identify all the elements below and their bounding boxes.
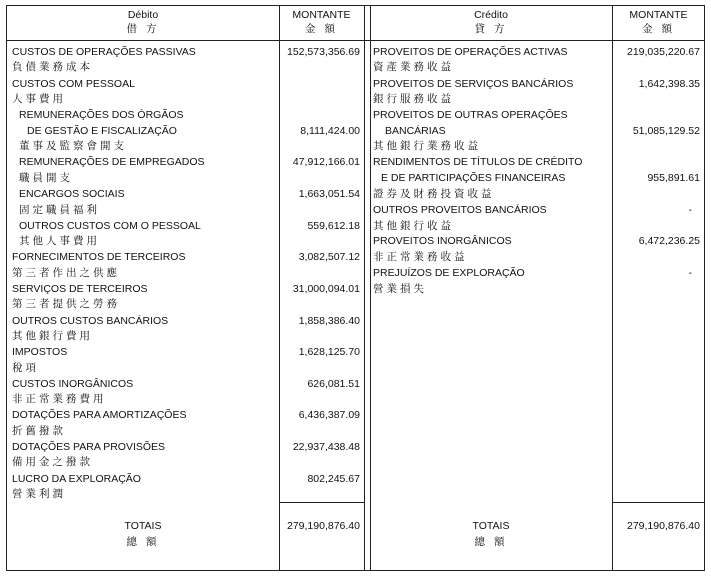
credit-header-zh: 貸 方 [474,23,508,35]
debit-item-amount: 626,081.51 [307,378,360,390]
debit-item-label: CUSTOS DE OPERAÇÕES PASSIVAS [12,46,196,58]
debit-item-label-zh: 折舊撥款 [12,425,66,437]
profit-loss-table [6,5,705,571]
column-divider [370,6,371,570]
debit-amount-header: MONTANTE [292,9,351,21]
credit-item-amount: 1,642,398.35 [638,78,700,90]
credit-amount-header: MONTANTE [629,9,688,21]
debit-item-label-zh: 其他銀行費用 [12,330,93,342]
totals-divider [279,502,364,503]
credit-totals-label: TOTAIS [472,520,510,532]
debit-item-label: DOTAÇÕES PARA PROVISÕES [12,441,166,453]
debit-item-label: OUTROS CUSTOS BANCÁRIOS [12,315,169,327]
debit-item-label-zh: 非正常業務費用 [12,393,107,405]
credit-item-label: PROVEITOS DE OUTRAS OPERAÇÕES [373,109,568,121]
header-divider [7,40,704,41]
debit-item-label-zh: 備用金之撥款 [12,456,93,468]
debit-item-amount: 22,937,438.48 [292,441,360,453]
credit-item-label-zh: 非正常業務收益 [373,251,468,263]
debit-header-zh: 借 方 [126,23,160,35]
debit-item-label-zh: 營業利潤 [12,488,66,500]
debit-totals-label-zh: 總 額 [126,536,160,548]
debit-item-label: IMPOSTOS [12,346,68,358]
credit-totals-label-zh: 總 額 [474,536,508,548]
debit-item-label-zh: 第三者提供之勞務 [12,298,120,310]
credit-item-label: OUTROS PROVEITOS BANCÁRIOS [373,204,547,216]
debit-totals-label: TOTAIS [124,520,162,532]
debit-item-label: FORNECIMENTOS DE TERCEIROS [12,251,186,263]
credit-item-label-zh: 銀行服務收益 [373,93,454,105]
debit-item-amount: 3,082,507.12 [298,251,360,263]
totals-divider [612,502,705,503]
debit-item-amount: 1,628,125.70 [298,346,360,358]
credit-item-label-zh: 其他銀行收益 [373,220,454,232]
credit-item-amount: 955,891.61 [647,172,700,184]
credit-item-label-zh: 營業損失 [373,283,427,295]
credit-item-label: PROVEITOS INORGÂNICOS [373,235,512,247]
debit-item-label: SERVIÇOS DE TERCEIROS [12,283,148,295]
debit-item-label: OUTROS CUSTOS COM O PESSOAL [19,220,201,232]
credit-item-label-cont: BANCÁRIAS [385,125,446,137]
credit-item-amount: - [688,204,692,216]
credit-item-label-zh: 證券及財務投資收益 [373,188,495,200]
debit-item-amount: 152,573,356.69 [287,46,360,58]
debit-item-label: REMUNERAÇÕES DE EMPREGADOS [19,156,205,168]
debit-item-label: DOTAÇÕES PARA AMORTIZAÇÕES [12,409,187,421]
credit-item-label: PROVEITOS DE SERVIÇOS BANCÁRIOS [373,78,574,90]
debit-item-label-zh: 其他人事費用 [19,235,100,247]
debit-item-amount: 8,111,424.00 [300,125,360,137]
debit-item-label: ENCARGOS SOCIAIS [19,188,125,200]
debit-totals-amount: 279,190,876.40 [287,520,360,532]
debit-item-amount: 1,663,051.54 [298,188,360,200]
debit-item-label: LUCRO DA EXPLORAÇÃO [12,473,141,485]
credit-item-amount: 51,085,129.52 [632,125,700,137]
debit-item-amount: 31,000,094.01 [292,283,360,295]
credit-item-label: PREJUÍZOS DE EXPLORAÇÃO [373,267,525,279]
debit-item-label: CUSTOS COM PESSOAL [12,78,135,90]
debit-item-label: REMUNERAÇÕES DOS ÓRGÃOS [19,109,184,121]
debit-item-amount: 47,912,166.01 [292,156,360,168]
credit-item-amount: - [688,267,692,279]
debit-item-label-zh: 固定職員福利 [19,204,100,216]
debit-header: Débito [127,9,159,21]
debit-item-label-zh: 人事費用 [12,93,66,105]
credit-item-label: RENDIMENTOS DE TÍTULOS DE CRÉDITO [373,156,583,168]
credit-amount-header-zh: 金 額 [642,23,675,35]
debit-amount-header-zh: 金 額 [305,23,338,35]
debit-item-label-zh: 職員開支 [19,172,73,184]
debit-item-amount: 6,436,387.09 [298,409,360,421]
debit-item-label: CUSTOS INORGÂNICOS [12,378,134,390]
debit-item-label-zh: 負債業務成本 [12,61,93,73]
debit-item-label-cont: DE GESTÃO E FISCALIZAÇÃO [27,125,177,137]
credit-header: Crédito [474,9,508,21]
credit-item-label-zh: 其他銀行業務收益 [373,140,481,152]
credit-item-label-cont: E DE PARTICIPAÇÕES FINANCEIRAS [381,172,566,184]
debit-item-label-zh: 稅項 [12,362,39,374]
credit-item-amount: 6,472,236.25 [638,235,700,247]
debit-item-label-zh: 董事及監察會開支 [19,140,127,152]
credit-item-label: PROVEITOS DE OPERAÇÕES ACTIVAS [373,46,568,58]
debit-item-amount: 1,858,386.40 [298,315,360,327]
credit-item-amount: 219,035,220.67 [627,46,700,58]
column-divider [364,6,365,570]
debit-item-label-zh: 第三者作出之供應 [12,267,120,279]
credit-totals-amount: 279,190,876.40 [627,520,700,532]
credit-item-label-zh: 資產業務收益 [373,61,454,73]
debit-item-amount: 559,612.18 [307,220,360,232]
debit-item-amount: 802,245.67 [307,473,360,485]
